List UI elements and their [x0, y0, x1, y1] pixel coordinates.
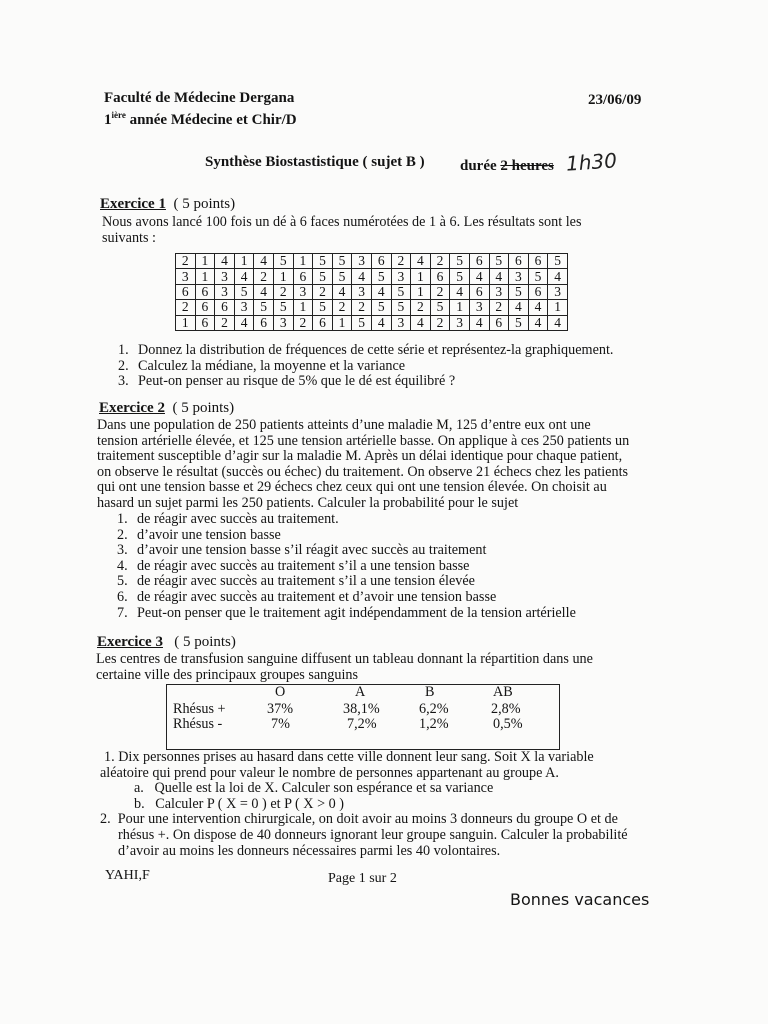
dice-cell: 4	[411, 254, 431, 269]
question-text: Donnez la distribution de fréquences de cette série et représentez-la graphiquement.	[138, 342, 614, 358]
question-text: Pour une intervention chirurgicale, on doit avoir au moins 3 donneurs du groupe O et de	[117, 811, 618, 828]
dice-cell: 1	[411, 284, 431, 299]
dice-cell: 5	[313, 254, 333, 269]
question-3-1a	[100, 781, 760, 797]
dice-cell: 5	[548, 254, 568, 269]
dice-cell: 5	[332, 254, 352, 269]
question-number: 2.	[100, 811, 111, 828]
exercise-3-points: ( 5 points)	[174, 634, 236, 650]
dice-cell: 5	[332, 269, 352, 284]
dice-cell: 3	[469, 300, 489, 315]
dice-cell: 3	[352, 254, 372, 269]
duration-handwritten: 1h30	[565, 148, 618, 176]
dice-cell: 5	[371, 269, 391, 284]
dice-cell: 5	[509, 315, 529, 330]
dice-row	[176, 254, 568, 269]
question-text: Calculez la médiane, la moyenne et la variance	[138, 357, 406, 374]
dice-cell: 4	[489, 269, 509, 284]
question-text: d’avoir une tension basse s’il réagit avec succès au traitement	[137, 542, 487, 559]
rhesus-negative-label: Rhésus -	[173, 716, 223, 732]
question-number: 5.	[117, 573, 128, 590]
question-number: a.	[134, 780, 144, 797]
dice-cell: 4	[528, 315, 548, 330]
statement-line: on observe le résultat (succès ou échec) du traitement. On observe 21 échecs chez les patients	[97, 463, 629, 480]
duration-struck: 2 heures	[500, 158, 554, 174]
exercise-1-heading	[100, 196, 235, 213]
question-number: b.	[134, 795, 145, 812]
dice-cell: 5	[450, 269, 470, 284]
rhesus-positive-value: 6,2%	[419, 701, 449, 717]
dice-cell: 5	[352, 315, 372, 330]
dice-cell: 3	[489, 284, 509, 299]
dice-cell: 3	[215, 284, 235, 299]
dice-cell: 3	[352, 284, 372, 299]
dice-cell: 4	[215, 254, 235, 269]
dice-cell: 1	[195, 269, 215, 284]
dice-cell: 5	[234, 284, 254, 299]
dice-cell: 2	[411, 300, 431, 315]
dice-cell: 5	[450, 254, 470, 269]
exercise-1-title: Exercice 1	[100, 196, 166, 212]
dice-cell: 4	[352, 269, 372, 284]
exercise-1-questions	[118, 343, 738, 390]
question-number: 1.	[117, 511, 128, 527]
rhesus-negative-value: 1,2%	[419, 716, 449, 732]
question-item	[117, 590, 737, 606]
question-text: de réagir avec succès au traitement.	[137, 511, 339, 527]
dice-cell: 2	[176, 300, 196, 315]
question-text: de réagir avec succès au traitement s’il a une tension basse	[137, 557, 470, 574]
question-text: Calculer P ( X = 0 ) et P ( X > 0 )	[155, 795, 344, 812]
dice-cell: 6	[254, 315, 274, 330]
dice-cell: 3	[176, 269, 196, 284]
question-text: Quelle est la loi de X. Calculer son espérance et sa variance	[154, 780, 494, 797]
dice-cell: 3	[450, 315, 470, 330]
statement-line: qui ont une tension basse et 29 échecs chez ceux qui ont une tension élevée. On choisit au	[97, 479, 607, 496]
exercise-3-intro	[96, 652, 593, 683]
dice-cell: 4	[234, 269, 254, 284]
dice-cell: 2	[352, 300, 372, 315]
dice-row	[176, 284, 568, 299]
dice-cell: 2	[176, 254, 196, 269]
dice-cell: 3	[215, 269, 235, 284]
question-item	[118, 359, 738, 375]
year-superscript: ière	[111, 110, 126, 120]
exercise-3-heading	[97, 634, 236, 651]
dice-cell: 4	[548, 269, 568, 284]
question-number: 7.	[117, 604, 128, 621]
rhesus-negative-value: 7,2%	[347, 716, 377, 732]
question-text: rhésus +. On dispose de 40 donneurs ignorant leur groupe sanguin. Calculer la probabilité	[118, 826, 628, 843]
dice-cell: 1	[176, 315, 196, 330]
dice-cell: 5	[489, 254, 509, 269]
dice-cell: 5	[313, 300, 333, 315]
dice-cell: 6	[371, 254, 391, 269]
question-number: 2.	[117, 526, 128, 543]
dice-cell: 6	[215, 300, 235, 315]
question-text: Peut-on penser au risque de 5% que le dé est équilibré ?	[138, 373, 456, 390]
dice-cell: 3	[234, 300, 254, 315]
question-text: d’avoir une tension basse	[137, 526, 281, 543]
duration-label: durée	[460, 158, 501, 174]
dice-cell: 2	[293, 315, 313, 330]
question-number: 2.	[118, 357, 129, 374]
dice-cell: 3	[391, 269, 411, 284]
exercise-3-intro-line: certaine ville des principaux groupes sanguins	[96, 666, 358, 683]
statement-line: traitement susceptible d’agir sur la maladie M. Après un délai identique pour chaque patient,	[97, 448, 623, 465]
dice-cell: 6	[313, 315, 333, 330]
question-number: 3.	[118, 373, 129, 390]
exercise-2-points: ( 5 points)	[172, 400, 235, 416]
dice-cell: 5	[371, 300, 391, 315]
group-header: O	[275, 684, 286, 700]
dice-cell: 6	[509, 254, 529, 269]
exercise-2-title: Exercice 2	[99, 400, 165, 416]
closing-wish: Bonnes vacances	[510, 890, 650, 909]
question-item	[117, 606, 737, 622]
year-number: 1	[104, 112, 112, 128]
exercise-1-intro-line: Nous avons lancé 100 fois un dé à 6 faces numérotées de 1 à 6. Les résultats sont les	[102, 214, 582, 230]
dice-cell: 2	[273, 284, 293, 299]
page-number: Page 1 sur 2	[328, 871, 397, 886]
author: YAHI,F	[105, 868, 150, 883]
dice-cell: 4	[411, 315, 431, 330]
rhesus-positive-label: Rhésus +	[173, 701, 226, 717]
question-number: 1.	[104, 749, 115, 765]
dice-cell: 5	[313, 269, 333, 284]
dice-cell: 6	[430, 269, 450, 284]
dice-row	[176, 315, 568, 330]
statement-line: tension artérielle élevée, et 125 une tension artérielle basse. On applique à ces 250 patients un	[97, 432, 630, 449]
question-item	[117, 528, 737, 544]
question-number: 4.	[117, 557, 128, 574]
dice-cell: 1	[293, 254, 313, 269]
dice-row	[176, 300, 568, 315]
dice-cell: 1	[450, 300, 470, 315]
exam-duration	[460, 158, 554, 175]
dice-cell: 5	[254, 300, 274, 315]
dice-cell: 3	[293, 284, 313, 299]
dice-cell: 5	[273, 254, 293, 269]
dice-cell: 1	[195, 254, 215, 269]
group-header: B	[425, 684, 435, 700]
blood-groups-table	[166, 684, 560, 750]
rhesus-positive-value: 37%	[267, 701, 294, 717]
year-rest: année Médecine et Chir/D	[125, 112, 297, 128]
dice-cell: 3	[509, 269, 529, 284]
dice-cell: 6	[195, 315, 215, 330]
dice-cell: 4	[509, 300, 529, 315]
dice-cell: 5	[391, 284, 411, 299]
dice-cell: 1	[332, 315, 352, 330]
exam-date: 23/06/09	[588, 92, 642, 108]
dice-cell: 5	[391, 300, 411, 315]
dice-cell: 4	[450, 284, 470, 299]
question-3-1	[100, 750, 760, 766]
question-number: 3.	[117, 542, 128, 559]
exercise-2-statement	[97, 418, 757, 512]
exercise-1-points: ( 5 points)	[173, 196, 236, 212]
dice-cell: 1	[411, 269, 431, 284]
dice-cell: 2	[430, 315, 450, 330]
question-text: d’avoir au moins les donneurs nécessaires parmi les 40 volontaires.	[118, 842, 501, 859]
question-item	[118, 374, 738, 390]
exercise-3-questions	[100, 750, 760, 859]
dice-cell: 2	[391, 254, 411, 269]
year-line	[104, 107, 297, 129]
dice-cell: 2	[489, 300, 509, 315]
dice-cell: 6	[469, 284, 489, 299]
exercise-1-intro	[102, 215, 582, 246]
dice-cell: 6	[528, 284, 548, 299]
dice-results-table	[175, 253, 568, 331]
dice-cell: 4	[548, 315, 568, 330]
dice-cell: 3	[391, 315, 411, 330]
question-number: 1.	[118, 342, 129, 358]
dice-cell: 6	[293, 269, 313, 284]
question-item	[117, 559, 737, 575]
question-item	[117, 512, 737, 528]
dice-cell: 3	[273, 315, 293, 330]
dice-cell: 6	[528, 254, 548, 269]
dice-cell: 2	[430, 254, 450, 269]
dice-cell: 2	[215, 315, 235, 330]
dice-cell: 3	[548, 284, 568, 299]
rhesus-negative-value: 0,5%	[493, 716, 523, 732]
dice-cell: 4	[528, 300, 548, 315]
dice-cell: 4	[234, 315, 254, 330]
exam-title: Synthèse Biostastistique ( sujet B )	[205, 154, 425, 170]
exercise-2-heading	[99, 400, 234, 417]
dice-cell: 1	[548, 300, 568, 315]
question-3-1b	[100, 797, 760, 813]
dice-cell: 5	[430, 300, 450, 315]
dice-cell: 4	[371, 284, 391, 299]
dice-cell: 1	[293, 300, 313, 315]
question-item	[117, 543, 737, 559]
question-item	[117, 574, 737, 590]
dice-cell: 4	[371, 315, 391, 330]
dice-cell: 1	[234, 254, 254, 269]
dice-cell: 6	[176, 284, 196, 299]
dice-cell: 4	[254, 284, 274, 299]
rhesus-negative-value: 7%	[271, 716, 290, 732]
group-header: AB	[493, 684, 513, 700]
dice-cell: 2	[254, 269, 274, 284]
dice-cell: 5	[273, 300, 293, 315]
dice-cell: 4	[332, 284, 352, 299]
dice-cell: 2	[430, 284, 450, 299]
group-header: A	[355, 684, 366, 700]
dice-row	[176, 269, 568, 284]
dice-cell: 4	[469, 269, 489, 284]
dice-cell: 2	[313, 284, 333, 299]
statement-line: hasard un sujet parmi les 250 patients. Calculer la probabilité pour le sujet	[97, 494, 519, 511]
question-number: 6.	[117, 588, 128, 605]
dice-cell: 6	[489, 315, 509, 330]
statement-line: Dans une population de 250 patients atteints d’une maladie M, 125 d’entre eux ont une	[97, 417, 591, 433]
exercise-1-intro-line: suivants :	[102, 229, 156, 246]
question-text: Peut-on penser que le traitement agit indépendamment de la tension artérielle	[137, 604, 576, 621]
rhesus-positive-value: 2,8%	[491, 701, 521, 717]
question-text: de réagir avec succès au traitement et d’avoir une tension basse	[137, 588, 497, 605]
question-text: Dix personnes prises au hasard dans cette ville donnent leur sang. Soit X la variable	[118, 749, 594, 765]
dice-cell: 1	[273, 269, 293, 284]
question-text: de réagir avec succès au traitement s’il a une tension élevée	[137, 573, 475, 590]
dice-cell: 2	[332, 300, 352, 315]
dice-cell: 4	[469, 315, 489, 330]
rhesus-positive-value: 38,1%	[343, 701, 380, 717]
question-text: aléatoire qui prend pour valeur le nombre de personnes appartenant au groupe A.	[100, 764, 559, 781]
dice-cell: 6	[195, 300, 215, 315]
exercise-3-title: Exercice 3	[97, 634, 163, 650]
faculty-name: Faculté de Médecine Dergana	[104, 90, 295, 106]
question-item	[118, 343, 738, 359]
dice-cell: 6	[469, 254, 489, 269]
question-3-2	[100, 812, 760, 828]
dice-cell: 6	[195, 284, 215, 299]
exercise-3-intro-line: Les centres de transfusion sanguine diffusent un tableau donnant la répartition dans une	[96, 651, 593, 667]
dice-cell: 5	[528, 269, 548, 284]
dice-cell: 5	[509, 284, 529, 299]
dice-cell: 4	[254, 254, 274, 269]
exercise-2-questions	[117, 512, 737, 621]
